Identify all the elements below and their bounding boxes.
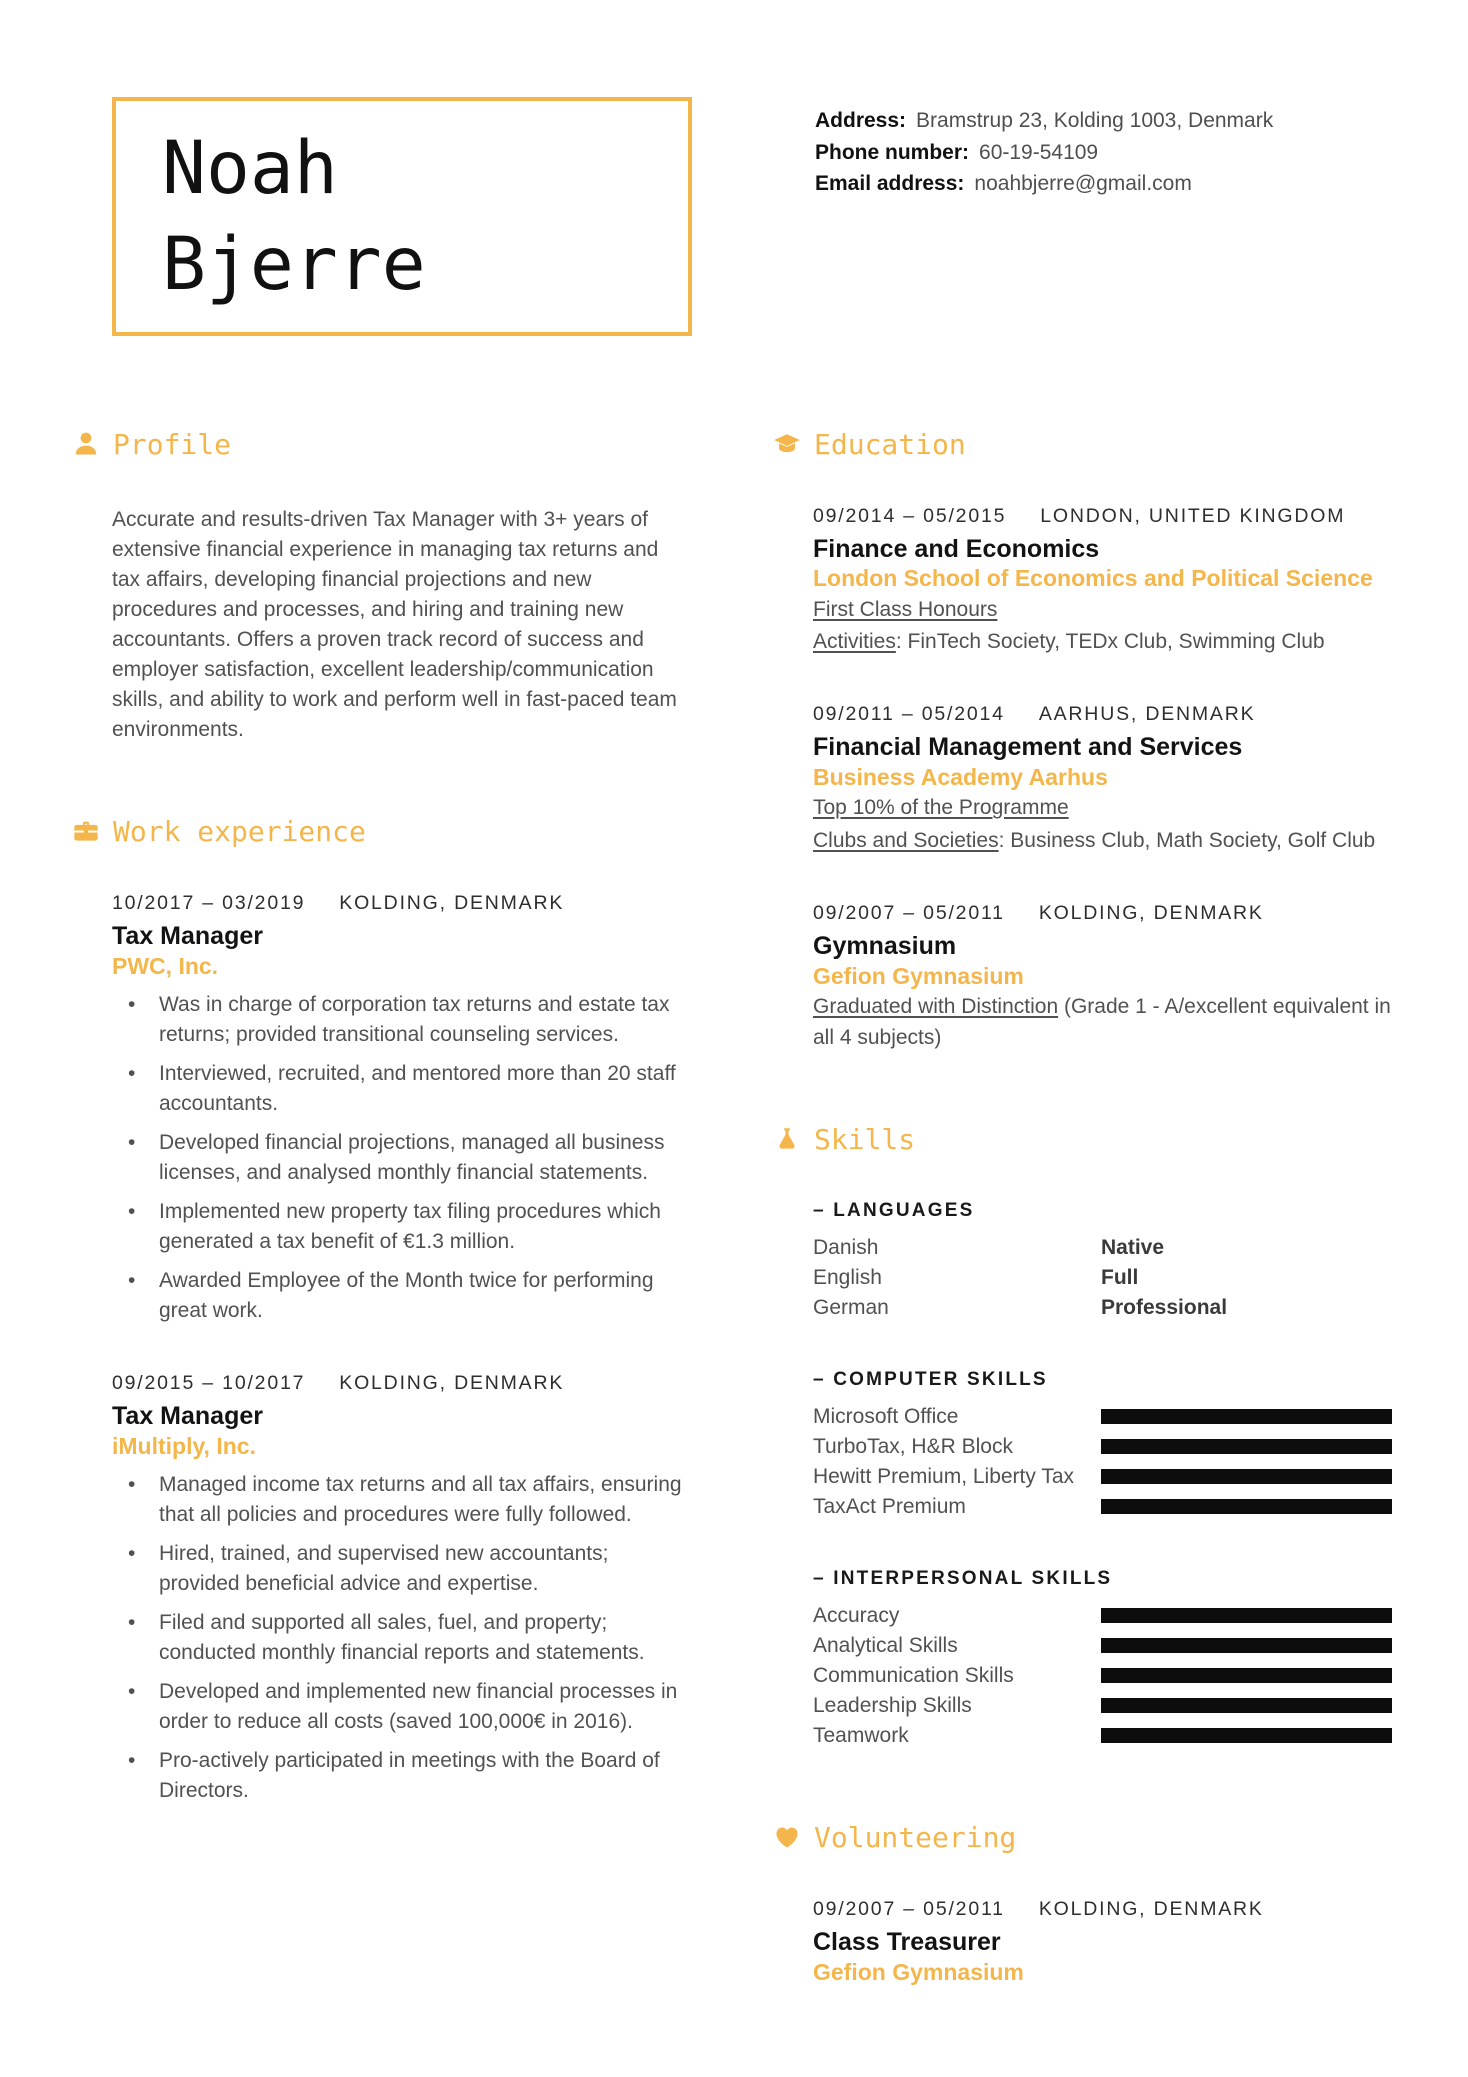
briefcase-icon — [72, 817, 100, 845]
heart-icon — [773, 1823, 801, 1851]
job-location: KOLDING, DENMARK — [339, 1371, 565, 1394]
resume-columns — [112, 428, 1403, 2056]
language-name: Danish — [813, 1235, 879, 1259]
job-bullet: • Filed and supported all sales, fuel, and property; conducted monthly financial reports and statements. — [112, 1608, 690, 1668]
education-dates: 09/2007 – 05/2011 — [813, 902, 1005, 925]
email-value: noahbjerre@gmail.com — [974, 172, 1192, 195]
work-section-title: Work experience — [113, 814, 366, 848]
interpersonal-skills-group-title: – INTERPERSONAL SKILLS — [813, 1567, 1113, 1589]
volunteering-organization: Gefion Gymnasium — [813, 1958, 1024, 1985]
skill-name: TurboTax, H&R Block — [813, 1434, 1013, 1458]
language-row — [813, 1293, 1403, 1323]
skill-row — [813, 1492, 1403, 1522]
email-label: Email address: — [815, 172, 965, 195]
skill-row — [813, 1721, 1403, 1751]
job-bullet-list — [112, 990, 690, 1326]
education-clubs-text: : FinTech Society, TEDx Club, Swimming Club — [895, 630, 1325, 654]
phone-label: Phone number: — [815, 140, 970, 164]
education-grade: Graduated with Distinction — [813, 995, 1059, 1019]
skill-level-bar — [1101, 1439, 1392, 1454]
skills-section-header — [773, 1123, 1403, 1156]
education-degree: Financial Management and Services — [813, 733, 1243, 762]
right-column — [813, 428, 1403, 2056]
education-dates-row — [813, 505, 1403, 528]
skills-section — [813, 1123, 1403, 1751]
volunteering-dates: 09/2007 – 05/2011 — [813, 1897, 1005, 1920]
job-bullet: • Implemented new property tax filing procedures which generated a tax benefit of €1.3 million. — [112, 1197, 690, 1257]
name-box — [112, 97, 692, 336]
address-label: Address: — [815, 109, 907, 132]
job-location: KOLDING, DENMARK — [339, 891, 565, 914]
job-role: Tax Manager — [112, 1401, 263, 1430]
language-name: English — [813, 1265, 882, 1289]
language-level: Full — [1101, 1265, 1139, 1289]
language-row — [813, 1233, 1403, 1263]
skill-row — [813, 1402, 1403, 1432]
volunteering-section — [813, 1821, 1403, 1986]
skill-row — [813, 1601, 1403, 1631]
skill-row — [813, 1691, 1403, 1721]
address-value: Bramstrup 23, Kolding 1003, Denmark — [916, 109, 1274, 132]
education-entry — [813, 505, 1403, 658]
skill-row — [813, 1631, 1403, 1661]
job-bullet: • Interviewed, recruited, and mentored more than 20 staff accountants. — [112, 1059, 690, 1119]
person-icon — [72, 430, 100, 458]
skill-name: Leadership Skills — [813, 1693, 972, 1717]
education-entry — [813, 902, 1403, 1053]
education-dates: 09/2014 – 05/2015 — [813, 504, 1007, 527]
profile-section — [112, 428, 690, 745]
education-degree: Finance and Economics — [813, 534, 1100, 563]
profile-section-header — [72, 428, 690, 461]
skill-name: Accuracy — [813, 1603, 900, 1627]
education-entry — [813, 703, 1403, 856]
education-grade: Top 10% of the Programme — [813, 796, 1069, 820]
job-entry — [112, 1372, 690, 1806]
skill-row — [813, 1661, 1403, 1691]
job-dates: 09/2015 – 10/2017 — [112, 1371, 306, 1394]
job-bullet: • Developed and implemented new financial processes in order to reduce all costs (saved 100,000€ in 2016). — [112, 1677, 690, 1737]
skill-level-bar — [1101, 1668, 1392, 1683]
contact-block — [815, 97, 1273, 200]
profile-section-title: Profile — [113, 427, 232, 461]
job-role: Tax Manager — [112, 921, 263, 950]
job-dates-row — [112, 1372, 690, 1395]
education-grade-line — [813, 595, 1403, 625]
work-section — [112, 815, 690, 1806]
skill-level-bar — [1101, 1728, 1392, 1743]
languages-group — [813, 1200, 1403, 1323]
skill-name: Microsoft Office — [813, 1404, 959, 1428]
education-section-header — [773, 428, 1403, 461]
skills-section-title: Skills — [814, 1122, 916, 1156]
interpersonal-skills-group — [813, 1568, 1403, 1751]
education-dates: 09/2011 – 05/2014 — [813, 703, 1005, 726]
language-row — [813, 1263, 1403, 1293]
volunteering-section-header — [773, 1821, 1403, 1854]
education-school: London School of Economics and Political Science — [813, 565, 1373, 592]
job-bullet: • Pro-actively participated in meetings with the Board of Directors. — [112, 1746, 690, 1806]
skill-name: Teamwork — [813, 1723, 909, 1747]
education-dates-row — [813, 902, 1403, 925]
graduation-cap-icon — [773, 430, 801, 458]
job-company: PWC, Inc. — [112, 952, 219, 979]
skill-row — [813, 1432, 1403, 1462]
education-clubs-label: Clubs and Societies — [813, 828, 999, 852]
phone-value: 60-19-54109 — [979, 140, 1099, 164]
job-bullet: • Hired, trained, and supervised new accountants; provided beneficial advice and expertise. — [112, 1539, 690, 1599]
left-column — [112, 428, 690, 2056]
education-school: Business Academy Aarhus — [813, 764, 1108, 791]
computer-skills-group — [813, 1369, 1403, 1522]
job-bullet: • Managed income tax returns and all tax affairs, ensuring that all policies and procedures were fully followed. — [112, 1470, 690, 1530]
flask-icon — [773, 1125, 801, 1153]
job-entry — [112, 892, 690, 1326]
resume-header — [112, 97, 1403, 336]
education-clubs-text: : Business Club, Math Society, Golf Club — [998, 828, 1376, 852]
skill-name: Hewitt Premium, Liberty Tax — [813, 1464, 1075, 1488]
education-grade-line — [813, 793, 1403, 823]
education-grade-line — [813, 992, 1403, 1053]
education-grade: First Class Honours — [813, 597, 998, 621]
candidate-first-name: Noah — [162, 126, 338, 211]
education-degree: Gymnasium — [813, 932, 957, 961]
education-clubs-line — [813, 627, 1403, 657]
education-section — [813, 428, 1403, 1053]
skill-row — [813, 1462, 1403, 1492]
skill-level-bar — [1101, 1469, 1392, 1484]
skill-level-bar — [1101, 1409, 1392, 1424]
education-section-title: Education — [814, 427, 966, 461]
language-level: Professional — [1101, 1295, 1228, 1319]
volunteering-dates-row — [813, 1898, 1403, 1921]
job-bullet: • Developed financial projections, managed all business licenses, and analysed monthly financial statements. — [112, 1128, 690, 1188]
skill-level-bar — [1101, 1608, 1392, 1623]
language-name: German — [813, 1295, 889, 1319]
education-location: KOLDING, DENMARK — [1038, 902, 1264, 925]
job-bullet-list — [112, 1470, 690, 1806]
skill-level-bar — [1101, 1698, 1392, 1713]
job-company: iMultiply, Inc. — [112, 1432, 256, 1459]
volunteering-section-title: Volunteering — [814, 1820, 1017, 1854]
language-level: Native — [1101, 1235, 1165, 1259]
computer-skills-group-title: – COMPUTER SKILLS — [813, 1368, 1048, 1390]
languages-group-title: – LANGUAGES — [813, 1199, 975, 1221]
contact-phone — [815, 137, 1273, 169]
job-dates: 10/2017 – 03/2019 — [112, 891, 306, 914]
education-location: AARHUS, DENMARK — [1038, 703, 1256, 726]
job-bullet: • Was in charge of corporation tax returns and estate tax returns; provided transitional counseling services. — [112, 990, 690, 1050]
volunteering-location: KOLDING, DENMARK — [1038, 1897, 1264, 1920]
contact-address — [815, 105, 1273, 137]
work-section-header — [72, 815, 690, 848]
candidate-name — [162, 121, 678, 314]
education-school: Gefion Gymnasium — [813, 962, 1024, 989]
education-clubs-line — [813, 826, 1403, 856]
volunteering-role: Class Treasurer — [813, 1927, 1001, 1956]
skill-name: Communication Skills — [813, 1663, 1014, 1687]
job-dates-row — [112, 892, 690, 915]
profile-text: Accurate and results-driven Tax Manager with 3+ years of extensive financial experience in managing tax returns and tax affairs, developing financial projections and new procedures and processes, and hiring and training new accountants. Offers a proven track record of success and employer satisfaction, excellent leadership/communication skills, and ability to work and perform well in fast-paced team environments. — [112, 507, 677, 741]
skill-name: Analytical Skills — [813, 1633, 958, 1657]
education-location: LONDON, UNITED KINGDOM — [1040, 504, 1346, 527]
skill-level-bar — [1101, 1638, 1392, 1653]
education-dates-row — [813, 703, 1403, 726]
education-grade-suffix: (Grade 1 - A/excellent equivalent in all 4 subjects) — [813, 995, 1391, 1049]
volunteering-entry — [813, 1898, 1403, 1986]
skill-name: TaxAct Premium — [813, 1494, 966, 1518]
contact-email — [815, 168, 1273, 200]
skill-level-bar — [1101, 1499, 1392, 1514]
candidate-last-name: Bjerre — [162, 222, 426, 308]
education-clubs-label: Activities — [813, 630, 896, 654]
job-bullet: • Awarded Employee of the Month twice for performing great work. — [112, 1266, 690, 1326]
